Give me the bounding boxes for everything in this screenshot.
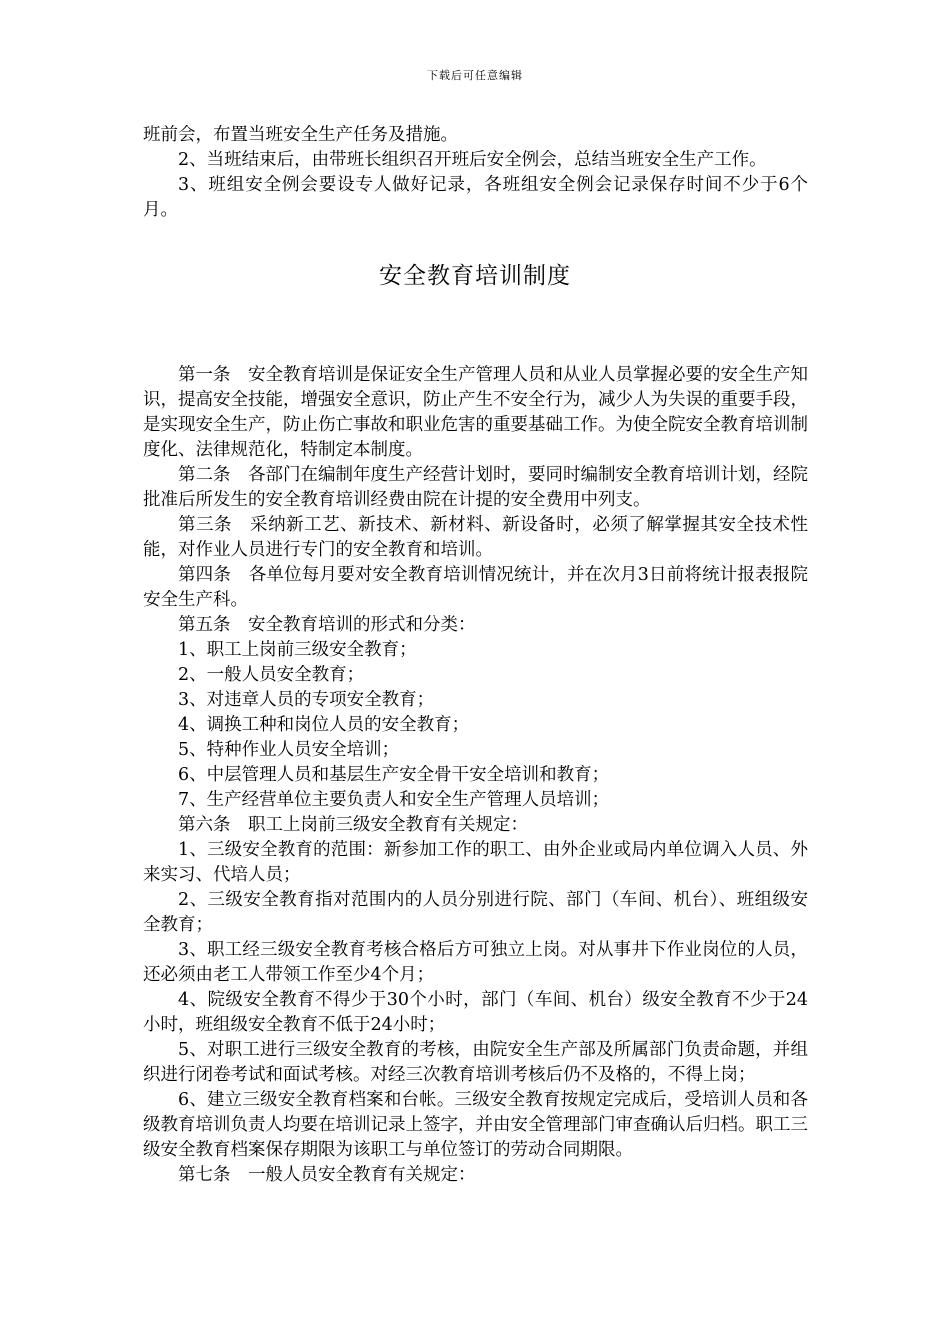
article-1: 第一条 安全教育培训是保证安全生产管理人员和从业人员掌握必要的安全生产知识，提高安全技能，增强安全意识，防止产生不安全行为，减少人为失误的重要手段，是实现安全生产，防止伤亡事故和职业危害的重要基础工作。为使全院安全教育培训制度化、法律规范化，特制定本制度。 [143,365,808,460]
list-item: 3、对违章人员的专项安全教育； [178,690,435,710]
list-item: 1、三级安全教育的范围：新参加工作的职工、由外企业或局内单位调入人员、外来实习、代培人员； [143,840,808,885]
article-4: 第四条 各单位每月要对安全教育培训情况统计，并在次月3日前将统计报表报院安全生产科。 [143,565,808,610]
article-3: 第三条 采纳新工艺、新技术、新材料、新设备时，必须了解掌握其安全技术性能，对作业人员进行专门的安全教育和培训。 [143,515,808,560]
list-item: 1、职工上岗前三级安全教育； [178,640,417,660]
article-5: 第五条 安全教育培训的形式和分类： [178,615,476,635]
article-7: 第七条 一般人员安全教育有关规定： [178,1165,476,1185]
list-item: 2、三级安全教育指对范围内的人员分别进行院、部门（车间、机台）、班组级安全教育； [143,890,808,935]
paragraph: 班前会，布置当班安全生产任务及措施。 [143,125,458,145]
list-item: 5、对职工进行三级安全教育的考核，由院安全生产部及所属部门负责命题，并组织进行闭卷考试和面试考核。对经三次教育培训考核后仍不及格的，不得上岗； [143,1040,808,1085]
list-item: 2、一般人员安全教育； [178,665,365,685]
intro-section [143,123,808,223]
list-item: 5、特种作业人员安全培训； [178,740,400,760]
article-2: 第二条 各部门在编制年度生产经营计划时，要同时编制安全教育培训计划，经院批准后所发生的安全教育培训经费由院在计提的安全费用中列支。 [143,465,808,510]
list-item: 4、院级安全教育不得少于30个小时，部门（车间、机台）级安全教育不少于24小时，班组级安全教育不低于24小时； [143,990,808,1035]
document-title: 安全教育培训制度 [379,263,571,289]
list-item: 3、职工经三级安全教育考核合格后方可独立上岗。对从事井下作业岗位的人员，还必须由老工人带领工作至少4个月； [143,940,808,985]
paragraph: 3、班组安全例会要设专人做好记录，各班组安全例会记录保存时间不少于6个月。 [143,175,808,220]
list-item: 4、调换工种和岗位人员的安全教育； [178,715,470,735]
articles-section [143,363,808,1188]
article-6: 第六条 职工上岗前三级安全教育有关规定： [178,815,528,835]
page-header-note: 下载后可任意编辑 [427,69,523,82]
list-item: 6、中层管理人员和基层生产安全骨干安全培训和教育； [178,765,610,785]
paragraph: 2、当班结束后，由带班长组织召开班后安全例会，总结当班安全生产工作。 [178,150,767,170]
list-item: 7、生产经营单位主要负责人和安全生产管理人员培训； [178,790,610,810]
list-item: 6、建立三级安全教育档案和台帐。三级安全教育按规定完成后，受培训人员和各级教育培训负责人均要在培训记录上签字，并由安全管理部门审查确认后归档。职工三级安全教育档案保存期限为该职工与单位签订的劳动合同期限。 [143,1090,808,1160]
